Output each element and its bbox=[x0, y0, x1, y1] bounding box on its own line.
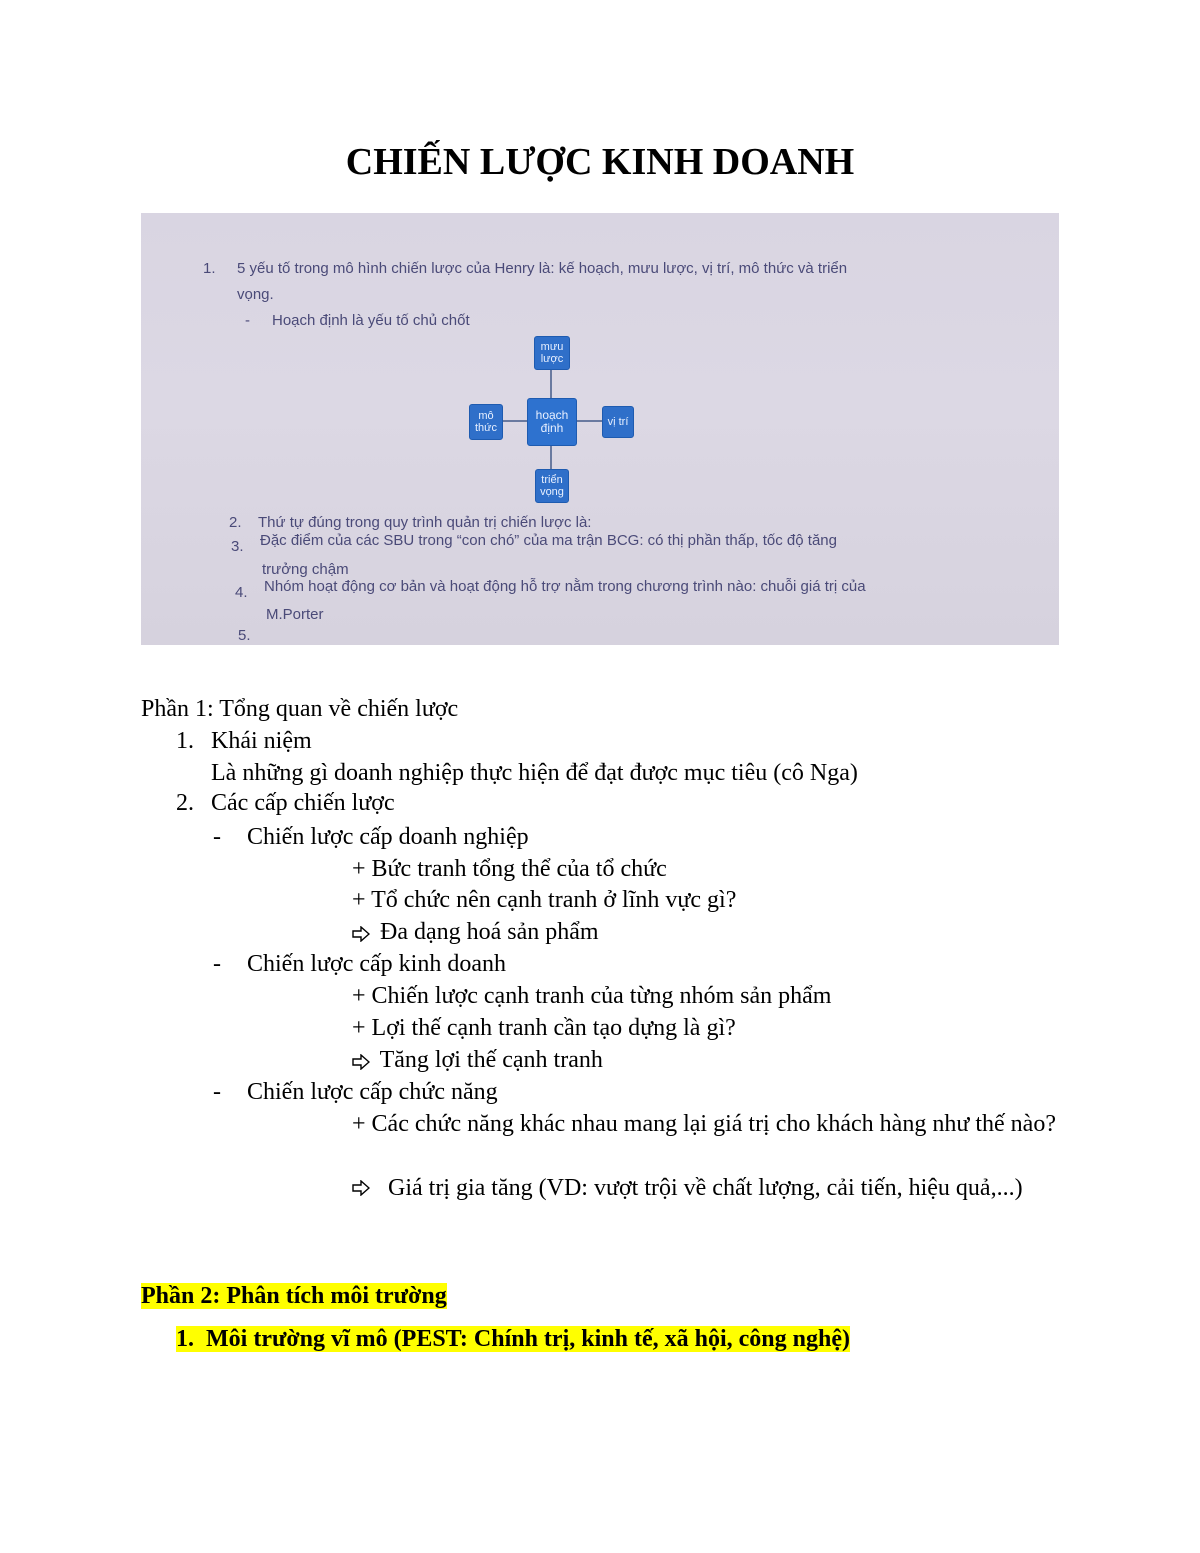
diagram-node-bottom: triển vọng bbox=[535, 469, 569, 503]
corp-arrow-text: Đa dạng hoá sản phẩm bbox=[380, 919, 599, 945]
section1-item1: Khái niệm bbox=[211, 728, 312, 754]
biz-point1: + Chiến lược cạnh tranh của từng nhóm sản phẩm bbox=[352, 983, 832, 1009]
q1-line1: 5 yếu tố trong mô hình chiến lược của Henry là: kế hoạch, mưu lược, vị trí, mô thức và triển bbox=[237, 260, 848, 277]
corp-level: Chiến lược cấp doanh nghiệp bbox=[247, 824, 529, 850]
section1-heading: Phần 1: Tổng quan về chiến lược bbox=[141, 696, 459, 722]
section2-heading: Phần 2: Phân tích môi trường bbox=[141, 1283, 447, 1309]
arrow-icon bbox=[352, 917, 374, 947]
document-title: CHIẾN LƯỢC KINH DOANH bbox=[345, 141, 855, 183]
func-arrow-text: Giá trị gia tăng (VD: vượt trội về chất lượng, cải tiến, hiệu quả,...) bbox=[388, 1175, 1023, 1201]
corp-point2: + Tổ chức nên cạnh tranh ở lĩnh vực gì? bbox=[352, 887, 737, 913]
diagram-node-left: mô thức bbox=[469, 404, 503, 440]
q3-line2: trưởng chậm bbox=[262, 561, 349, 578]
q4-line1: Nhóm hoạt động cơ bản và hoạt động hỗ trợ nằm trong chương trình nào: chuỗi giá trị của bbox=[264, 578, 866, 595]
screen-photo bbox=[141, 213, 1059, 645]
diagram-node-top: mưu lược bbox=[534, 336, 570, 370]
q2-text: Thứ tự đúng trong quy trình quản trị chiến lược là: bbox=[258, 514, 592, 531]
q3-number: 3. bbox=[231, 538, 244, 555]
section1-item2: Các cấp chiến lược bbox=[211, 790, 395, 816]
biz-arrow-text: Tăng lợi thế cạnh tranh bbox=[379, 1047, 603, 1073]
connector-top bbox=[550, 370, 552, 400]
corp-arrow-line bbox=[352, 917, 599, 947]
biz-level: Chiến lược cấp kinh doanh bbox=[247, 951, 506, 977]
arrow-icon bbox=[352, 1172, 388, 1232]
q4-number: 4. bbox=[235, 584, 248, 601]
section1-item1-number: 1. bbox=[176, 728, 194, 754]
q3-line1: Đặc điểm của các SBU trong “con chó” của ma trận BCG: có thị phần thấp, tốc độ tăng bbox=[260, 532, 837, 549]
diagram-node-center: hoạch định bbox=[527, 398, 577, 446]
q2-number: 2. bbox=[229, 514, 242, 531]
connector-bottom bbox=[550, 443, 552, 471]
q1-number: 1. bbox=[203, 260, 216, 277]
corp-point1: + Bức tranh tổng thể của tổ chức bbox=[352, 856, 667, 882]
biz-dash: - bbox=[213, 951, 221, 977]
func-level: Chiến lược cấp chức năng bbox=[247, 1079, 498, 1105]
func-arrow-line bbox=[352, 1172, 1058, 1232]
diagram-node-right: vị trí bbox=[602, 406, 634, 438]
q4-line2: M.Porter bbox=[266, 606, 324, 623]
connector-right bbox=[574, 420, 602, 422]
q1-dash: - bbox=[245, 312, 250, 329]
biz-point2: + Lợi thế cạnh tranh cần tạo dựng là gì? bbox=[352, 1015, 736, 1041]
corp-dash: - bbox=[213, 824, 221, 850]
connector-left bbox=[500, 420, 528, 422]
section2-item1-number: 1. bbox=[176, 1326, 206, 1352]
arrow-icon bbox=[352, 1045, 374, 1075]
section2-item1: Môi trường vĩ mô (PEST: Chính trị, kinh tế, xã hội, công nghệ) bbox=[206, 1326, 850, 1352]
section1-item2-number: 2. bbox=[176, 790, 194, 816]
func-dash: - bbox=[213, 1079, 221, 1105]
section2-item1-line bbox=[176, 1324, 850, 1354]
q1-sub: Hoạch định là yếu tố chủ chốt bbox=[272, 312, 470, 329]
func-point1: + Các chức năng khác nhau mang lại giá trị cho khách hàng như thế nào? bbox=[352, 1111, 1056, 1137]
q1-line2: vọng. bbox=[237, 286, 274, 303]
section1-item1-desc: Là những gì doanh nghiệp thực hiện để đạt được mục tiêu (cô Nga) bbox=[211, 760, 858, 786]
biz-arrow-line bbox=[352, 1045, 603, 1075]
q5-number: 5. bbox=[238, 627, 251, 644]
